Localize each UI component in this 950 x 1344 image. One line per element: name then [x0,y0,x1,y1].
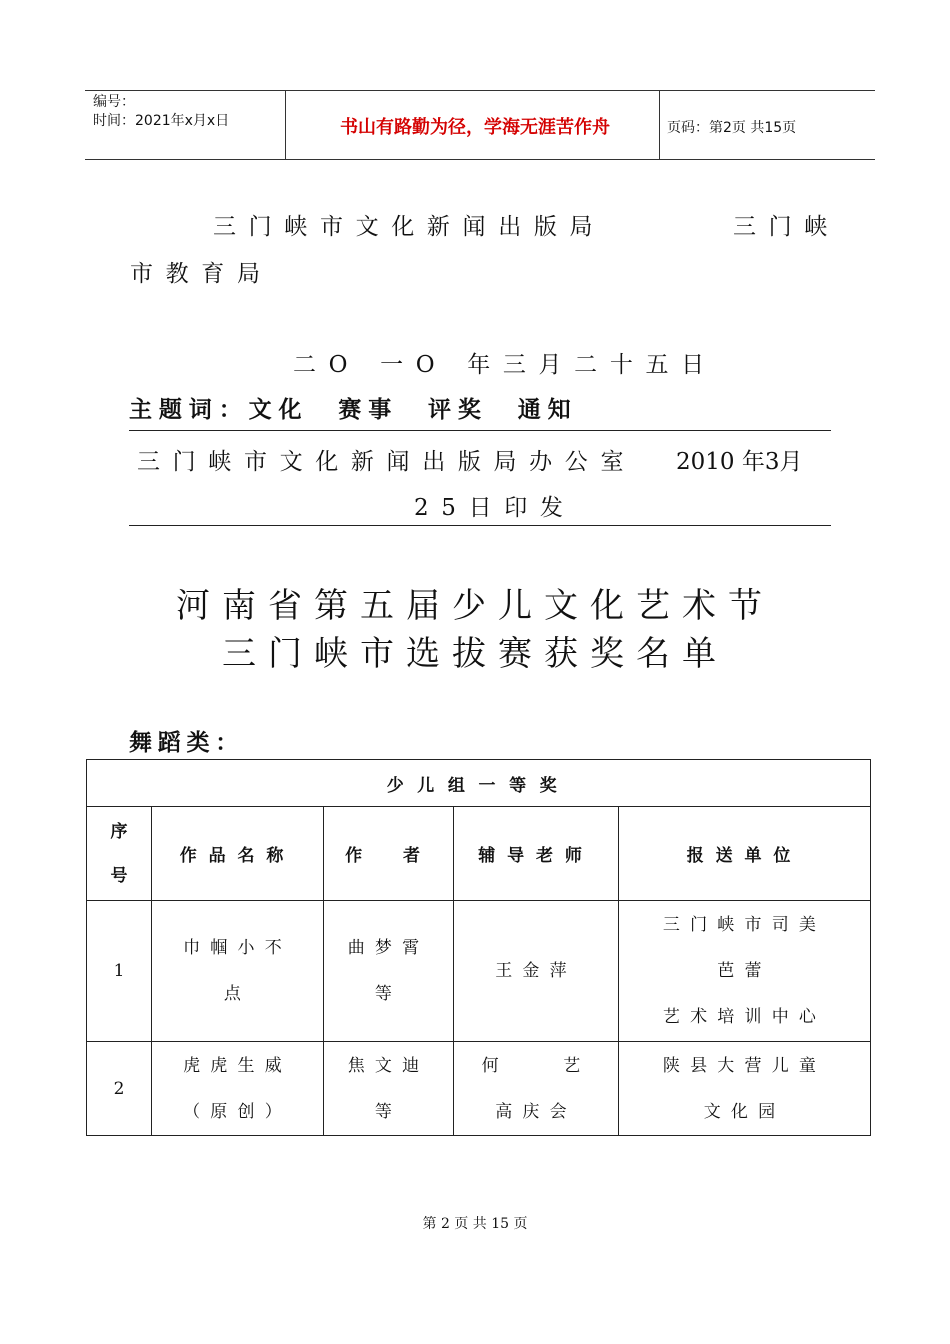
issue-date-part2: 25日印发 [414,495,576,521]
award-table [86,759,871,1136]
header-page-info: 页码：第2页 共15页 [667,120,797,136]
table-row [87,1042,871,1136]
row1-teacher [454,901,619,1042]
header-motto: 书山有路勤为径，学海无涯苦作舟 [340,117,610,138]
row1-author-2: 等 [374,984,403,1004]
row2-author [324,1042,454,1136]
row2-unit-2: 文化园 [703,1101,786,1122]
row2-author-2: 等 [374,1101,403,1122]
row1-work-1: 巾帼小不 [183,938,292,958]
header-seq [87,807,152,901]
doc-title-line2: 三门峡市选拔赛获奖名单 [222,634,728,674]
sender-org2-part2: 市教育局 [130,261,273,287]
row1-teacher-1: 王金萍 [495,961,577,981]
row1-author-1: 曲梦霄 [347,938,430,958]
row2-work-1: 虎虎生威 [183,1055,292,1076]
row2-work [152,1042,324,1136]
row2-seq: 2 [87,1042,152,1136]
group-title-row [87,760,871,807]
issue-date-part1: 2010 年3月 [676,449,803,475]
subject-words: 文化 赛事 评奖 通知 [248,397,578,423]
subject-label: 主题词： [129,397,249,423]
row2-unit [619,1042,871,1136]
header-divider-left [285,91,286,159]
subject-line [129,391,578,424]
header-work: 作品名称 [152,807,324,901]
header-author: 作 者 [324,807,454,901]
serial-label: 编号： [93,94,135,110]
header-seq-1: 序 [110,821,128,842]
header-seq-2: 号 [110,865,128,886]
table-row [87,901,871,1042]
sender-org2-part1: 三门峡 [733,214,840,240]
row2-author-1: 焦文迪 [347,1055,430,1076]
row1-seq: 1 [87,901,152,1042]
header-unit: 报送单位 [619,807,871,901]
sender-org1: 三门峡市文化新闻出版局 [213,214,606,240]
row2-work-2: （原创） [183,1101,292,1122]
row2-unit-1: 陕县大营儿童 [662,1055,827,1076]
row1-unit-1: 三门峡市司美 [662,915,827,935]
row1-unit-3: 艺术培训中心 [662,1007,827,1027]
table-header-row [87,807,871,901]
row1-author [324,901,454,1042]
row1-unit-2: 芭蕾 [717,961,772,981]
rule-bottom [129,525,831,526]
row2-teacher-2: 高庆会 [495,1101,577,1122]
header-teacher: 辅导老师 [454,807,619,901]
sender-date: 二O 一O 年三月二十五日 [293,352,717,378]
page-footer: 第 2 页 共 15 页 [422,1216,528,1232]
row1-work-2: 点 [223,984,252,1004]
rule-top [129,430,831,431]
row1-work [152,901,324,1042]
time-label: 时间：2021年x月x日 [93,113,230,129]
header-meta [93,93,229,131]
group-title: 少儿组一等奖 [87,760,871,807]
doc-title-line1: 河南省第五届少儿文化艺术节 [176,586,774,626]
issue-office: 三门峡市文化新闻出版局办公室 [137,449,637,475]
row1-unit [619,901,871,1042]
category-label: 舞蹈类： [129,730,244,756]
page-header [85,90,875,160]
row2-teacher-1: 何 艺 [481,1055,591,1076]
row2-teacher [454,1042,619,1136]
